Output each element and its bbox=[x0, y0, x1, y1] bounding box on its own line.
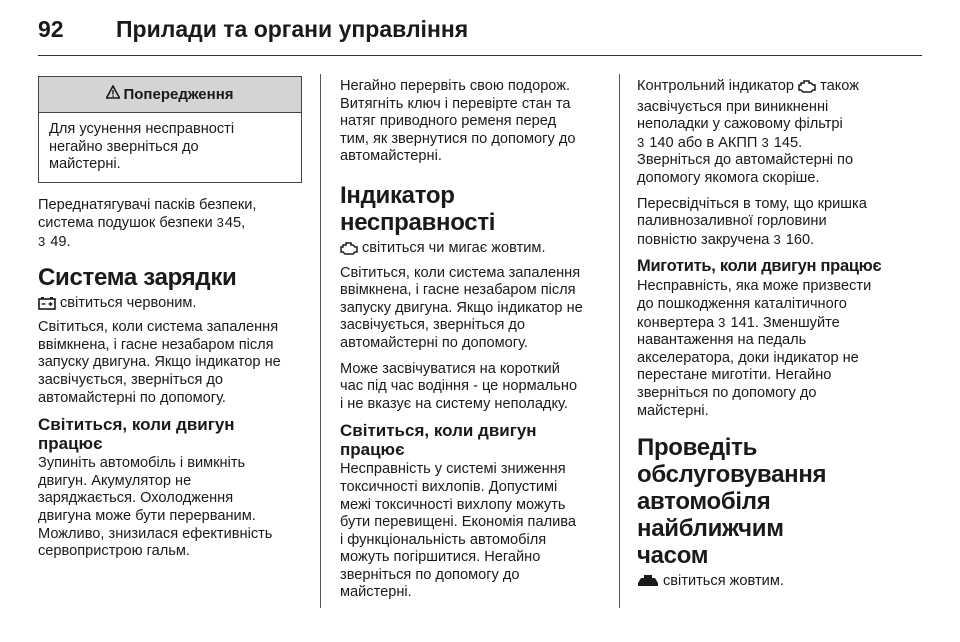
heading-fault-indicator: Індикатор несправності bbox=[340, 181, 496, 236]
text: також bbox=[820, 78, 860, 94]
text-line: засвічується, зверніться до bbox=[38, 371, 224, 388]
text-line: час під час водіння - це нормально bbox=[340, 378, 578, 395]
paragraph-seatbelts bbox=[38, 197, 306, 252]
text-line bbox=[38, 233, 306, 252]
text: конвертера bbox=[637, 314, 715, 331]
text: Світиться, коли двигун bbox=[340, 421, 537, 441]
text-line: Несправність, яка може призвести bbox=[637, 278, 872, 295]
text: працює bbox=[340, 440, 405, 460]
text-line: запуску двигуна. Якщо індикатор не bbox=[340, 299, 583, 316]
text-line: заряджається. Охолодження bbox=[38, 490, 234, 507]
text-line: ввімкнена, і гасне незабаром після bbox=[38, 336, 274, 353]
text-line: засвічується при виникненні bbox=[637, 98, 829, 115]
paragraph-short-time bbox=[340, 361, 608, 414]
text-line: до пошкодження каталітичного bbox=[637, 295, 847, 312]
paragraph-control-indicator bbox=[637, 78, 907, 188]
heading-engine-running bbox=[38, 415, 306, 453]
engine-check-icon bbox=[340, 241, 358, 261]
column-2 bbox=[340, 78, 608, 610]
text: повністю закручена bbox=[637, 231, 770, 248]
warning-box bbox=[38, 76, 302, 183]
text-line: двигун. Акумулятор не bbox=[38, 472, 192, 489]
text-line: Негайно перервіть свою подорож. bbox=[340, 78, 571, 94]
page-ref: 141. Зменшуйте bbox=[730, 314, 840, 331]
text-line: Може засвічуватися на короткий bbox=[340, 360, 560, 377]
page-ref: 49. bbox=[50, 233, 71, 250]
text-line: Світиться, коли система запалення bbox=[38, 319, 279, 336]
column-divider-1 bbox=[320, 74, 321, 608]
paragraph-stop-journey bbox=[340, 78, 608, 166]
page-ref-arrow-icon: 3 bbox=[718, 314, 726, 330]
text: часом bbox=[637, 542, 709, 570]
text-line: автомайстерні по допомогу. bbox=[38, 389, 226, 406]
wrench-car-icon bbox=[637, 574, 659, 594]
text-line: і функціональність автомобіля bbox=[340, 531, 547, 548]
text-line: бути перевищені. Економія палива bbox=[340, 514, 576, 531]
text-line: межі токсичності вихлопу можуть bbox=[340, 496, 566, 513]
text-line: майстерні. bbox=[340, 584, 412, 601]
text-line: натяг приводного ременя перед bbox=[340, 113, 557, 130]
paragraph-emissions bbox=[340, 461, 608, 602]
warning-triangle-icon bbox=[106, 85, 120, 104]
paragraph-engine-running bbox=[38, 455, 306, 561]
text-line: Світиться, коли система запалення bbox=[340, 264, 581, 281]
text-line: Зупиніть автомобіль і вимкніть bbox=[38, 455, 246, 472]
page-title: Прилади та органи управління bbox=[116, 16, 469, 42]
page-ref: 45, bbox=[224, 215, 246, 232]
text-line: допомогу якомога скоріше. bbox=[637, 169, 820, 186]
text-line: паливнозаливної горловини bbox=[637, 213, 827, 230]
heading-blinks: Миготить, коли двигун працює bbox=[637, 257, 882, 276]
warning-body bbox=[39, 113, 301, 182]
text-line bbox=[637, 134, 907, 153]
page-ref: 160. bbox=[785, 231, 815, 248]
fault-indicator-line bbox=[340, 240, 608, 261]
text-line: зверніться по допомогу до bbox=[637, 384, 817, 401]
paragraph-fault bbox=[340, 265, 608, 353]
text-line: автомайстерні по допомогу. bbox=[340, 334, 528, 351]
page-ref: 145. bbox=[773, 134, 803, 151]
text-line: майстерні. bbox=[637, 402, 709, 419]
page-ref-arrow-icon: 3 bbox=[38, 233, 46, 249]
warning-line: майстерні. bbox=[49, 156, 121, 173]
service-indicator-line bbox=[637, 573, 907, 594]
paragraph-catalytic bbox=[637, 278, 907, 420]
page-ref-arrow-icon: 3 bbox=[216, 215, 224, 231]
engine-check-icon bbox=[798, 79, 816, 99]
page-number: 92 bbox=[38, 16, 64, 42]
warning-title: Попередження bbox=[123, 85, 234, 103]
text-line: навантаження на педаль bbox=[637, 332, 807, 349]
warning-line: негайно зверніться до bbox=[49, 138, 199, 155]
text-line bbox=[38, 214, 306, 233]
paragraph-charging bbox=[38, 319, 306, 407]
text-line: засвічується, зверніться до bbox=[340, 317, 526, 334]
column-divider-2 bbox=[619, 74, 620, 608]
text: Контрольний індикатор bbox=[637, 78, 795, 94]
heading-charging-system: Система зарядки bbox=[38, 263, 237, 291]
text: світиться жовтим. bbox=[663, 573, 784, 590]
text-line: Переднатягувачі пасків безпеки, bbox=[38, 196, 257, 213]
heading-service-soon bbox=[637, 434, 907, 569]
text-line bbox=[637, 314, 907, 333]
text: Проведіть bbox=[637, 434, 758, 462]
text-line: двигуна може бути перерваним. bbox=[38, 507, 256, 524]
text-line: Несправність у системі зниження bbox=[340, 461, 566, 478]
paragraph-fuel-cap bbox=[637, 196, 907, 250]
page-ref: 140 або в АКПП bbox=[649, 134, 758, 151]
text: Світиться, коли двигун bbox=[38, 415, 235, 435]
page-ref-arrow-icon: 3 bbox=[637, 134, 645, 150]
text: обслуговування bbox=[637, 461, 827, 489]
warning-line: Для усунення несправності bbox=[49, 121, 235, 137]
charging-indicator-line bbox=[38, 295, 306, 316]
text-line: неполадки у сажовому фільтрі bbox=[637, 116, 843, 133]
text-line: Пересвідчіться в тому, що кришка bbox=[637, 195, 867, 212]
text-line: зверніться по допомогу до bbox=[340, 566, 520, 583]
text: система подушок безпеки bbox=[38, 215, 213, 232]
text-line: перестане миготіти. Негайно bbox=[637, 367, 832, 384]
text-line: акселератора, доки індикатор не bbox=[637, 349, 859, 366]
text-line: сервопристрою гальм. bbox=[38, 543, 190, 560]
text-line: запуску двигуна. Якщо індикатор не bbox=[38, 354, 281, 371]
text: працює bbox=[38, 434, 103, 454]
column-1 bbox=[38, 76, 306, 569]
text-line: Витягніть ключ і перевірте стан та bbox=[340, 95, 571, 112]
text-line bbox=[637, 231, 907, 250]
heading-on-running bbox=[340, 421, 608, 459]
header-rule bbox=[38, 55, 922, 56]
text-line: і не вказує на систему неполадку. bbox=[340, 395, 568, 412]
page-ref-arrow-icon: 3 bbox=[773, 231, 781, 247]
battery-icon bbox=[38, 296, 56, 316]
page-ref-arrow-icon: 3 bbox=[761, 134, 769, 150]
column-3 bbox=[637, 78, 907, 602]
text-line bbox=[637, 78, 907, 99]
text-line: Можливо, знизилася ефективність bbox=[38, 525, 273, 542]
text-line: токсичності вихлопів. Допустимі bbox=[340, 478, 558, 495]
text-line: тим, як звернутися по допомогу до bbox=[340, 130, 576, 147]
text-line: автомайстерні. bbox=[340, 148, 442, 165]
text: світиться червоним. bbox=[60, 294, 197, 311]
page-header bbox=[38, 16, 468, 50]
text-line: можуть погіршитися. Негайно bbox=[340, 549, 541, 566]
warning-header bbox=[39, 77, 301, 113]
text: світиться чи мигає жовтим. bbox=[362, 239, 546, 256]
text: автомобіля найближчим bbox=[637, 488, 784, 543]
text-line: ввімкнена, і гасне незабаром після bbox=[340, 282, 576, 299]
text-line: Зверніться до автомайстерні по bbox=[637, 152, 854, 169]
